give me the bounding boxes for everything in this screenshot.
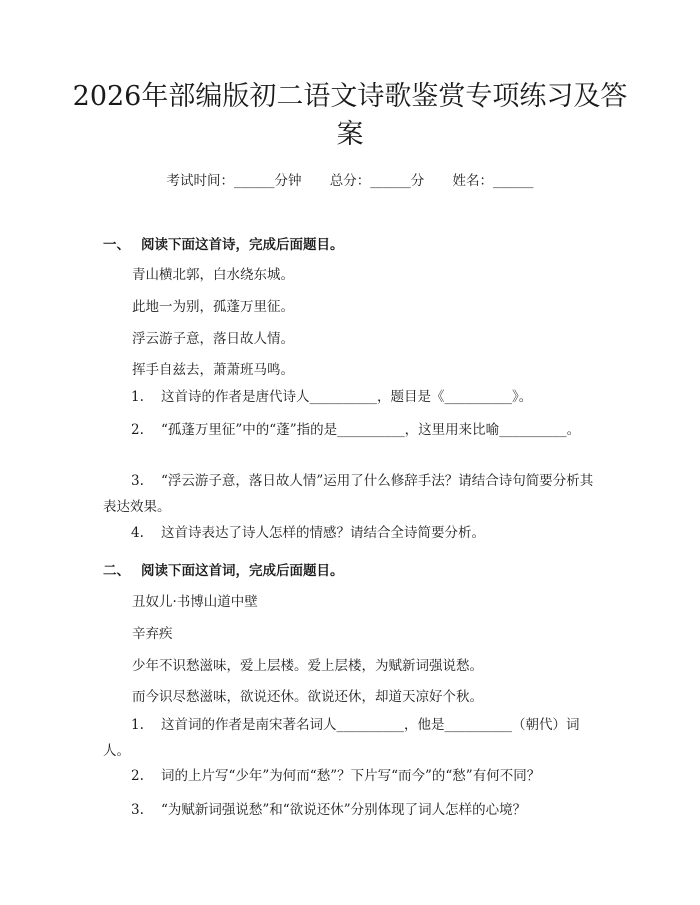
question-text: “为赋新词强说愁”和“欲说还休”分别体现了词人怎样的心境？ [161, 802, 527, 818]
question-item [103, 797, 600, 823]
question-number: 3. [131, 473, 144, 489]
question-item [103, 417, 600, 443]
question-text: 这首词的作者是南宋著名词人__________，他是__________（朝代）词人。 [103, 717, 580, 759]
section-title: 阅读下面这首词，完成后面题目。 [141, 563, 344, 579]
question-text: 词的上片写“少年”为何而“愁”？下片写“而今”的“愁”有何不同？ [161, 768, 541, 784]
poem-title: 丑奴儿·书博山道中壁 [132, 594, 258, 610]
question-number: 4. [131, 525, 144, 541]
poem-line: 挥手自兹去，萧萧班马鸣。 [132, 362, 294, 378]
section-number: 二、 [103, 563, 130, 579]
poem-line: 此地一为别，孤蓬万里征。 [132, 299, 294, 315]
question-number: 1. [131, 389, 144, 405]
poem-line: 浮云游子意，落日故人情。 [132, 331, 294, 347]
poem-author: 辛弃疾 [132, 626, 173, 642]
question-item [103, 712, 600, 764]
student-name: 姓名：______ [452, 173, 534, 189]
section-heading [103, 559, 344, 579]
question-number: 3. [131, 802, 144, 818]
exam-time: 考试时间：______分钟 [166, 173, 302, 189]
question-item [103, 468, 600, 520]
question-item [103, 763, 600, 789]
question-text: “孤蓬万里征”中的“蓬”指的是__________，这里用来比喻__________。 [161, 422, 581, 438]
exam-meta [0, 169, 700, 189]
page-title: 2026年部编版初二语文诗歌鉴赏专项练习及答案 [72, 81, 628, 150]
question-text: “浮云游子意，落日故人情”运用了什么修辞手法？请结合诗句简要分析其表达效果。 [103, 473, 594, 515]
poem-line: 少年不识愁滋味，爱上层楼。爱上层楼，为赋新词强说愁。 [132, 658, 483, 674]
section-number: 一、 [103, 237, 130, 253]
question-text: 这首诗的作者是唐代诗人__________，题目是《__________》。 [161, 389, 533, 405]
question-text: 这首诗表达了诗人怎样的情感？请结合全诗简要分析。 [161, 525, 485, 541]
question-number: 1. [131, 717, 144, 733]
poem-line: 青山横北郭，白水绕东城。 [132, 267, 294, 283]
total-score: 总分：______分 [329, 173, 425, 189]
section-title: 阅读下面这首诗，完成后面题目。 [141, 237, 344, 253]
question-item [103, 384, 600, 410]
section-heading [103, 233, 344, 253]
poem-line: 而今识尽愁滋味，欲说还休。欲说还休，却道天凉好个秋。 [132, 689, 483, 705]
question-item [103, 520, 600, 546]
question-number: 2. [131, 422, 144, 438]
question-number: 2. [131, 768, 144, 784]
